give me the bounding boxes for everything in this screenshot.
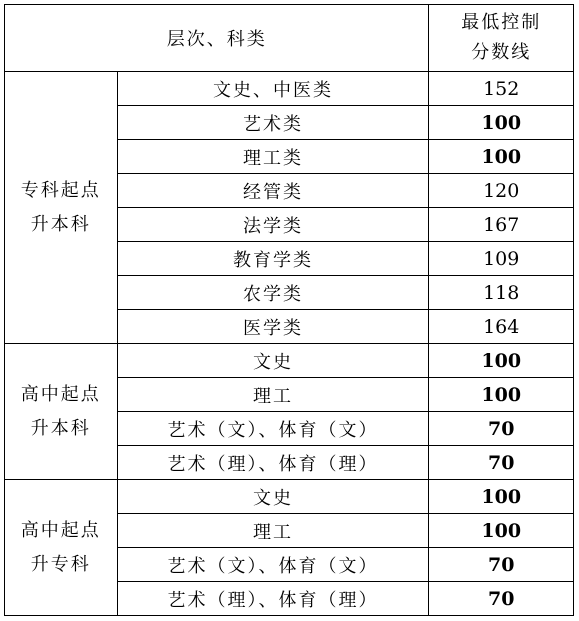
score-cell: 100 <box>429 378 574 412</box>
category-cell: 理工 <box>117 378 429 412</box>
group-label-line2: 升本科 <box>30 213 91 235</box>
category-cell: 文史、中医类 <box>117 72 429 106</box>
category-cell: 艺术（文）、体育（文） <box>117 412 429 446</box>
score-cell: 70 <box>429 582 574 616</box>
score-cell: 100 <box>429 514 574 548</box>
score-cell: 70 <box>429 548 574 582</box>
score-cell: 70 <box>429 412 574 446</box>
score-cell: 100 <box>429 140 574 174</box>
table-header-row <box>5 5 574 72</box>
category-cell: 经管类 <box>117 174 429 208</box>
category-cell: 医学类 <box>117 310 429 344</box>
category-cell: 艺术类 <box>117 106 429 140</box>
header-score <box>429 5 574 72</box>
category-cell: 理工 <box>117 514 429 548</box>
group-label-line1: 高中起点 <box>20 519 101 541</box>
table-row <box>5 344 574 378</box>
header-score-line1: 最低控制 <box>461 12 542 33</box>
score-cell: 100 <box>429 106 574 140</box>
header-score-line2: 分数线 <box>471 42 532 63</box>
category-cell: 教育学类 <box>117 242 429 276</box>
header-category: 层次、科类 <box>5 5 429 72</box>
score-cell: 118 <box>429 276 574 310</box>
score-cell: 100 <box>429 344 574 378</box>
category-cell: 理工类 <box>117 140 429 174</box>
category-cell: 文史 <box>117 344 429 378</box>
category-cell: 艺术（理）、体育（理） <box>117 446 429 480</box>
score-cell: 70 <box>429 446 574 480</box>
category-cell: 艺术（文）、体育（文） <box>117 548 429 582</box>
score-cell: 120 <box>429 174 574 208</box>
category-cell: 法学类 <box>117 208 429 242</box>
group-label-line1: 高中起点 <box>20 383 101 405</box>
group-label-line2: 升专科 <box>30 553 91 575</box>
table-row <box>5 480 574 514</box>
category-cell: 农学类 <box>117 276 429 310</box>
category-cell: 文史 <box>117 480 429 514</box>
score-cell: 152 <box>429 72 574 106</box>
category-cell: 艺术（理）、体育（理） <box>117 582 429 616</box>
group-label <box>5 344 118 480</box>
group-label <box>5 72 118 344</box>
group-label <box>5 480 118 616</box>
score-cell: 164 <box>429 310 574 344</box>
score-table <box>4 4 574 616</box>
score-cell: 167 <box>429 208 574 242</box>
group-label-line2: 升本科 <box>30 417 91 439</box>
score-cell: 109 <box>429 242 574 276</box>
group-label-line1: 专科起点 <box>20 179 101 201</box>
table-row <box>5 72 574 106</box>
score-cell: 100 <box>429 480 574 514</box>
